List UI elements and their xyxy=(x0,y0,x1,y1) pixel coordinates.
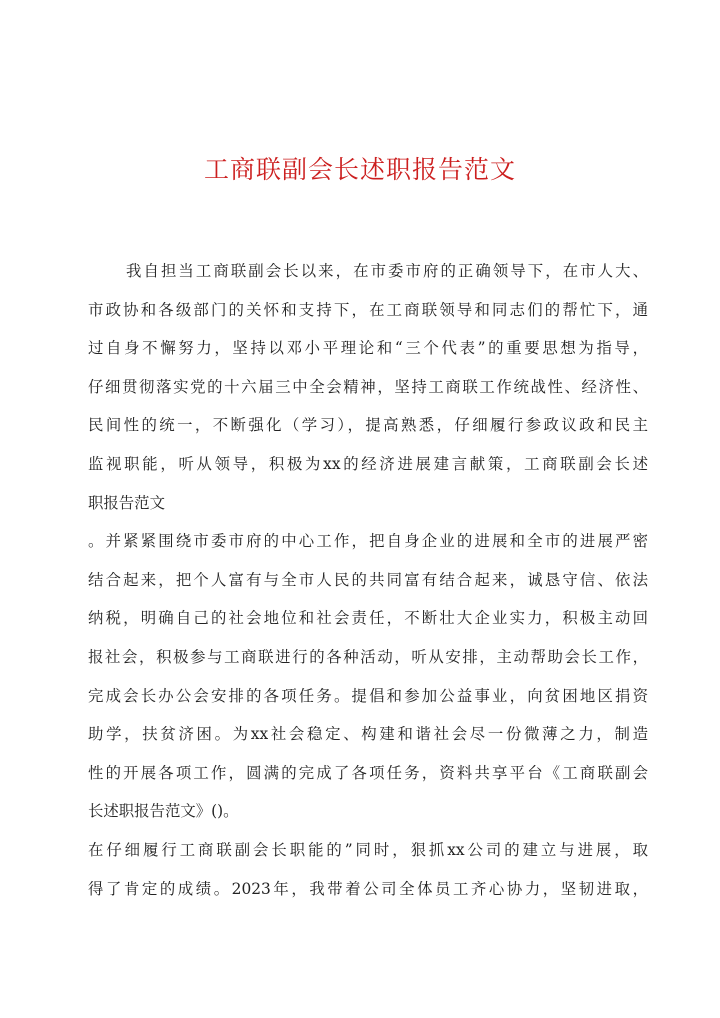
paragraph-line: 监视职能，听从领导，积极为xx的经济进展建言献策，工商联副会长述 xyxy=(88,454,648,473)
paragraph-line: 得了肯定的成绩。2023年，我带着公司全体员工齐心协力，坚韧进取， xyxy=(88,879,648,898)
paragraph-line: 性的开展各项工作，圆满的完成了各项任务，资料共享平台《工商联副会 xyxy=(88,763,648,782)
paragraph-line: 助学，扶贫济困。为xx社会稳定、构建和谐社会尽一份微薄之力，制造 xyxy=(88,725,648,744)
paragraph-line: 。并紧紧围绕市委市府的中心工作，把自身企业的进展和全市的进展严密 xyxy=(88,532,648,551)
paragraph-line: 仔细贯彻落实党的十六届三中全会精神，坚持工商联工作统战性、经济性、 xyxy=(88,377,648,396)
paragraph-line: 市政协和各级部门的关怀和支持下，在工商联领导和同志们的帮忙下，通 xyxy=(88,300,648,319)
paragraph-line: 纳税，明确自己的社会地位和社会责任，不断壮大企业实力，积极主动回 xyxy=(88,609,648,628)
paragraph-line: 我自担当工商联副会长以来，在市委市府的正确领导下，在市人大、 xyxy=(126,262,648,280)
paragraph-line: 在仔细履行工商联副会长职能的”同时，狠抓xx公司的建立与进展，取 xyxy=(88,840,648,859)
paragraph-line: 长述职报告范文》()。 xyxy=(88,802,239,821)
document-title: 工商联副会长述职报告范文 xyxy=(203,155,516,184)
paragraph-line: 结合起来，把个人富有与全市人民的共同富有结合起来，诚恳守信、依法 xyxy=(88,570,648,589)
paragraph-line: 民间性的统一，不断强化（学习），提高熟悉，仔细履行参政议政和民主 xyxy=(88,416,648,435)
paragraph-line: 完成会长办公会安排的各项任务。提倡和参加公益事业，向贫困地区捐资 xyxy=(88,686,648,705)
paragraph-line: 报社会，积极参与工商联进行的各种活动，听从安排，主动帮助会长工作， xyxy=(88,647,648,666)
paragraph-line: 过自身不懈努力，坚持以邓小平理论和“三个代表”的重要思想为指导， xyxy=(88,339,648,358)
document-body xyxy=(88,252,648,908)
paragraph-line: 职报告范文 xyxy=(88,493,165,512)
